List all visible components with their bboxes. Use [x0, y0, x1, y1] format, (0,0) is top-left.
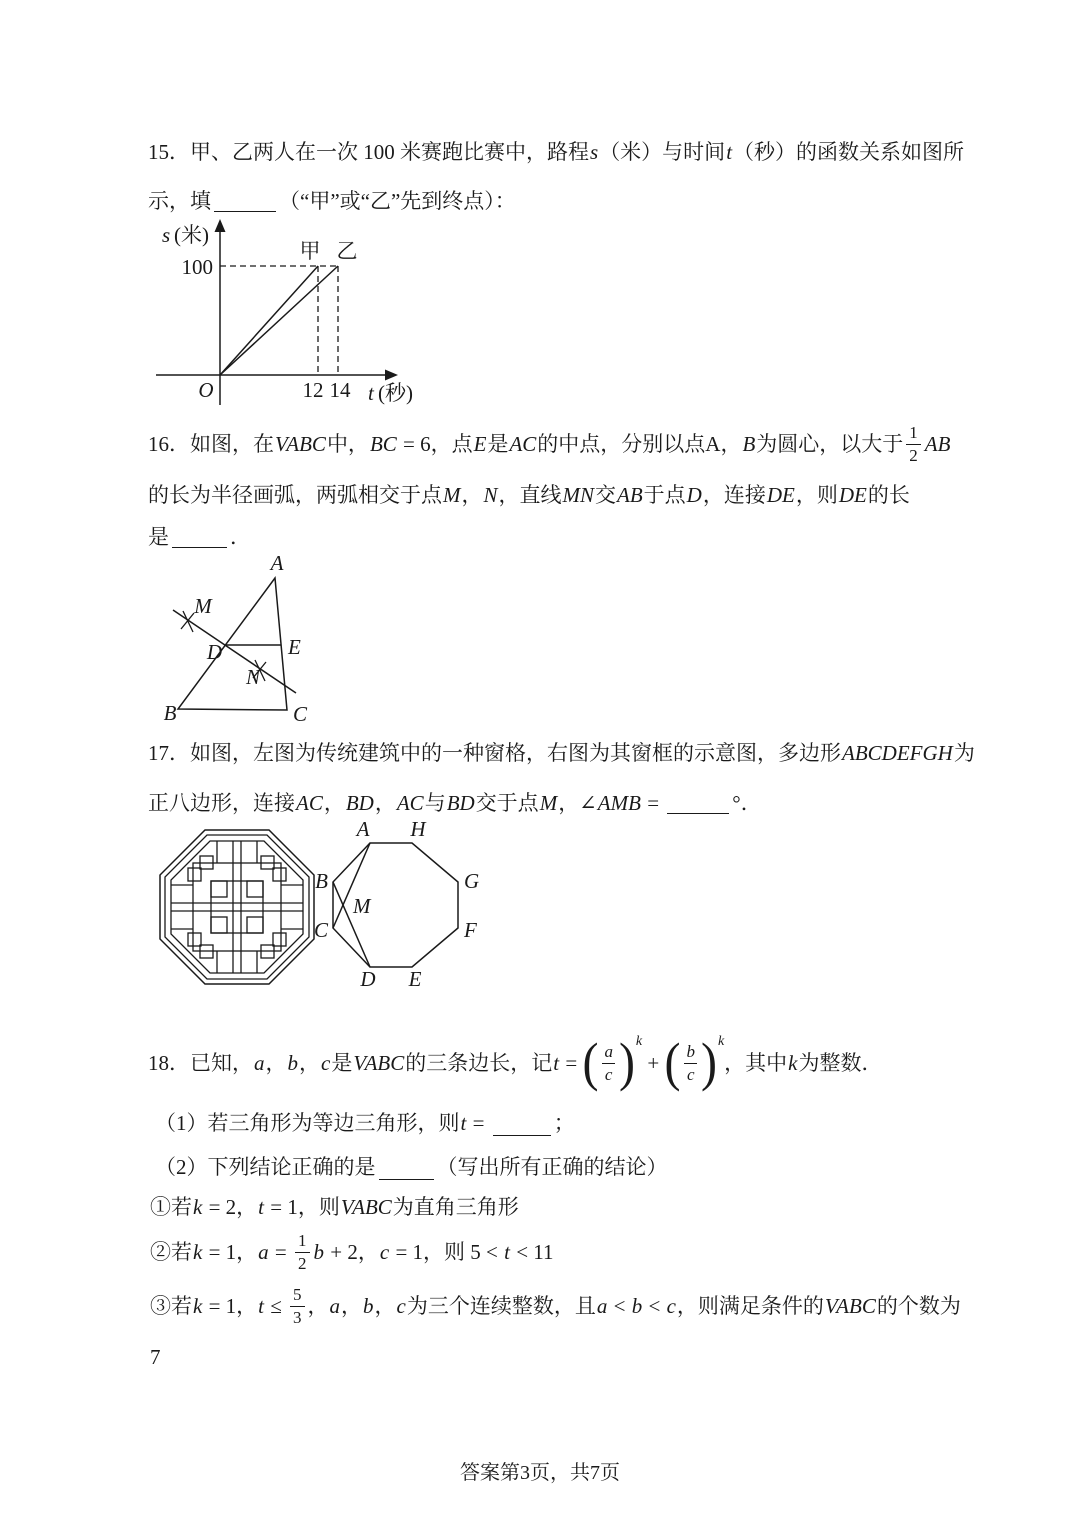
text-run: ， — [374, 1293, 396, 1318]
origin-label: O — [198, 378, 214, 402]
math-run: t — [553, 1050, 560, 1075]
text-run: < — [643, 1293, 666, 1318]
math-run: k — [193, 1239, 203, 1264]
tick-12: 12 — [302, 378, 324, 402]
x-axis-arrow-icon — [385, 370, 398, 381]
text-run: = 1， — [203, 1239, 258, 1264]
question-16-line-3 — [148, 522, 251, 552]
text-run: （秒）的函数关系如图所 — [733, 139, 965, 164]
math-run: k — [193, 1194, 203, 1219]
math-run: AMB — [597, 790, 641, 815]
text-run: ， — [341, 1293, 363, 1318]
text-run: 的三条边长，记 — [405, 1050, 553, 1075]
tick-100: 100 — [181, 255, 213, 279]
text-run: 正八边形，连接 — [148, 790, 295, 815]
fraction-numerator: 1 — [298, 1231, 307, 1251]
fraction — [290, 1284, 305, 1328]
text-run: + 2， — [325, 1239, 379, 1264]
x-axis-label-var: t — [368, 381, 374, 405]
math-run: b — [287, 1050, 298, 1075]
text-run: 的长为半径画弧，两弧相交于点 — [148, 482, 442, 507]
text-run: （1）若三角形为等边三角形，则 — [155, 1110, 460, 1135]
text-run: ， — [461, 482, 483, 507]
text-run: 的长 — [867, 482, 910, 507]
fraction — [906, 422, 921, 466]
math-run: AC — [396, 790, 424, 815]
octagon-label-a: A — [356, 817, 370, 841]
text-run: 17．如图，左图为传统建筑中的一种窗格，右图为其窗框的示意图，多边形 — [148, 740, 841, 765]
point-label-d: D — [206, 640, 222, 664]
math-run: t — [460, 1110, 467, 1135]
text-run: 交于点 — [475, 790, 539, 815]
text-run: ， — [374, 790, 396, 815]
math-run: M — [539, 790, 558, 815]
runner-jia-line — [220, 266, 318, 375]
octagon-label-b: B — [315, 869, 328, 893]
text-run: = — [467, 1110, 490, 1135]
math-run: AC — [509, 431, 537, 456]
lattice-octagon-inner — [171, 841, 303, 973]
text-run: ②若 — [150, 1239, 192, 1264]
octagon-label-c: C — [313, 918, 328, 942]
big-paren: ( — [582, 1033, 599, 1093]
question-17-line-1 — [148, 738, 975, 768]
math-run: c — [666, 1293, 676, 1318]
point-label-e: E — [288, 635, 301, 659]
text-run: ， — [265, 1050, 287, 1075]
text-run: 是 — [487, 431, 509, 456]
fraction-denominator: c — [684, 1063, 698, 1085]
vertex-label-b: B — [163, 701, 177, 725]
math-run: k — [788, 1050, 798, 1075]
text-run: = — [560, 1050, 583, 1075]
text-run: 的中点，分别以点A， — [537, 431, 742, 456]
fraction — [295, 1230, 310, 1274]
window-lattice — [160, 830, 314, 984]
text-run: < 11 — [510, 1239, 554, 1264]
text-run: ①若 — [150, 1194, 192, 1219]
text-run: = — [269, 1239, 293, 1264]
question-18-item-3 — [150, 1276, 961, 1336]
text-run: 示，填 — [148, 188, 211, 213]
text-run: = 2， — [203, 1194, 258, 1219]
arc-mark-m-1 — [183, 611, 193, 632]
math-run: BD — [345, 790, 374, 815]
text-run: ， — [323, 790, 345, 815]
fraction-numerator: 1 — [909, 423, 918, 443]
text-run: ≤ — [265, 1293, 288, 1318]
text-run: ，∠ — [558, 790, 597, 815]
vertex-label-c: C — [293, 702, 308, 726]
octagon-label-d: D — [360, 967, 376, 991]
math-run: AC — [296, 790, 323, 815]
math-run: t — [258, 1194, 265, 1219]
octagon-label-m: M — [353, 894, 371, 918]
fraction-denominator: c — [602, 1063, 616, 1085]
math-run: b — [631, 1293, 643, 1318]
octagon-diagram — [314, 817, 479, 991]
fill-in-blank — [214, 190, 276, 212]
math-run: c — [379, 1239, 390, 1264]
question-16-line-1 — [148, 418, 951, 470]
label-jia: 甲 — [299, 239, 321, 263]
math-run: VABC — [275, 431, 326, 456]
lattice-octagon-outer — [160, 830, 314, 984]
arc-mark-m-2 — [181, 613, 194, 629]
octagon-outline — [333, 843, 458, 967]
math-run: VABC — [824, 1293, 876, 1318]
text-run: （米）与时间 — [599, 139, 726, 164]
superscript: k — [635, 1034, 643, 1049]
question-18-main — [148, 1026, 883, 1100]
octagon-label-h: H — [410, 817, 426, 841]
text-run: 是 — [331, 1050, 353, 1075]
fraction-numerator: a — [604, 1042, 613, 1062]
math-run: a — [254, 1050, 265, 1075]
math-run: k — [193, 1293, 203, 1318]
question-18-part-2 — [155, 1150, 668, 1184]
text-run: = 1，则 5 < — [390, 1239, 504, 1264]
text-run: = 1，则 — [265, 1194, 340, 1219]
text-run: （“甲”或“乙”先到终点）： — [279, 188, 516, 213]
math-run: D — [686, 482, 702, 507]
vertex-label-a: A — [270, 551, 284, 575]
text-run: 中， — [326, 431, 369, 456]
text-run: 是 — [148, 524, 169, 549]
math-run: a — [258, 1239, 269, 1264]
text-run: ； — [553, 1110, 575, 1135]
math-run: M — [443, 482, 461, 507]
question-18-item-1 — [150, 1190, 519, 1224]
math-run: BC — [369, 431, 397, 456]
math-run: s — [590, 139, 599, 164]
fill-in-blank — [172, 526, 227, 548]
text-run: ， — [299, 1050, 320, 1075]
fraction-numerator: b — [686, 1042, 695, 1062]
fraction-denominator: 3 — [290, 1306, 305, 1328]
question-17-line-2 — [148, 788, 762, 818]
text-run: 为圆心，以大于 — [756, 431, 904, 456]
math-run: DE — [838, 482, 867, 507]
text-run: （2）下列结论正确的是 — [155, 1154, 376, 1179]
octagon-label-f: F — [464, 918, 477, 942]
text-run: 交 — [595, 482, 617, 507]
question-15-line-1 — [148, 137, 964, 167]
figure-window-and-octagon — [150, 818, 500, 1013]
superscript: k — [717, 1034, 725, 1049]
question-18-item-2 — [150, 1222, 554, 1282]
math-run: VABC — [353, 1050, 405, 1075]
text-run: = 1， — [203, 1293, 258, 1318]
line-mn — [173, 610, 296, 693]
fill-in-blank — [493, 1114, 551, 1136]
fraction-numerator: 5 — [293, 1285, 302, 1305]
fraction-denominator: 2 — [906, 444, 921, 466]
math-run: t — [504, 1239, 510, 1264]
point-label-m: M — [194, 594, 212, 618]
big-paren: ) — [618, 1033, 635, 1093]
text-run: + — [642, 1050, 665, 1075]
text-run: ，则 — [795, 482, 838, 507]
lattice-octagon-middle — [165, 835, 309, 979]
text-run: ，则满足条件的 — [676, 1293, 824, 1318]
math-run: t — [258, 1293, 265, 1318]
math-run: c — [321, 1050, 331, 1075]
math-run: VABC — [340, 1194, 392, 1219]
tick-14: 14 — [329, 378, 351, 402]
y-axis-arrow-icon — [215, 219, 226, 232]
text-run: 与 — [424, 790, 446, 815]
question-18-part-1 — [155, 1106, 575, 1140]
math-run: ABCDEFGH — [842, 740, 953, 765]
figure-triangle-construction — [148, 550, 323, 735]
text-run: 为 — [953, 740, 975, 765]
question-16-line-2 — [148, 480, 910, 510]
math-run: E — [473, 431, 487, 456]
big-paren: ( — [664, 1033, 681, 1093]
math-run: B — [742, 431, 756, 456]
page-footer: 答案第3页，共7页 — [460, 1462, 620, 1484]
math-run: a — [596, 1293, 608, 1318]
text-run: 为整数． — [798, 1050, 883, 1075]
fraction-denominator: 2 — [295, 1252, 310, 1274]
math-run: N — [483, 482, 498, 507]
x-axis-label-unit: (秒) — [378, 381, 413, 405]
question-18-item-3-overflow — [150, 1342, 161, 1372]
runner-yi-line — [220, 266, 338, 375]
text-run: 18．已知， — [148, 1050, 253, 1075]
math-run: c — [396, 1293, 406, 1318]
text-run: ，直线 — [498, 482, 562, 507]
text-run: °． — [732, 790, 762, 815]
math-run: DE — [766, 482, 795, 507]
text-run: 7 — [150, 1344, 161, 1369]
math-run: a — [329, 1293, 341, 1318]
text-run: ． — [230, 524, 251, 549]
text-run: 的个数为 — [876, 1293, 961, 1318]
y-axis-label-var: s — [162, 223, 171, 247]
text-run: = 6，点 — [397, 431, 473, 456]
fill-in-blank — [667, 792, 729, 814]
math-run: BD — [446, 790, 475, 815]
text-run: 16．如图，在 — [148, 431, 274, 456]
text-run: 为三个连续整数，且 — [406, 1293, 596, 1318]
text-run: 为直角三角形 — [392, 1194, 519, 1219]
fraction — [683, 1041, 698, 1085]
text-run: （写出所有正确的结论） — [436, 1154, 668, 1179]
fraction — [601, 1041, 616, 1085]
text-run: ③若 — [150, 1293, 192, 1318]
fill-in-blank — [379, 1158, 434, 1180]
point-label-n: N — [245, 665, 261, 689]
octagon-label-g: G — [464, 869, 480, 893]
text-run: ，连接 — [702, 482, 766, 507]
text-run: 15．甲、乙两人在一次 100 米赛跑比赛中，路程 — [148, 139, 589, 164]
big-paren: ) — [700, 1033, 717, 1093]
question-15-line-2 — [148, 186, 516, 216]
y-axis-label-unit: (米) — [174, 223, 209, 247]
text-run: ， — [307, 1293, 329, 1318]
math-run: b — [313, 1239, 325, 1264]
math-run: AB — [617, 482, 643, 507]
math-run: b — [363, 1293, 374, 1318]
text-run: < — [608, 1293, 631, 1318]
text-run: ，其中 — [724, 1050, 788, 1075]
text-run: 于点 — [643, 482, 686, 507]
octagon-label-e: E — [408, 967, 422, 991]
math-run: AB — [924, 431, 951, 456]
figure-race-graph — [150, 218, 440, 413]
text-run: = — [641, 790, 665, 815]
math-run: t — [726, 139, 733, 164]
label-yi: 乙 — [336, 239, 358, 263]
math-run: MN — [562, 482, 595, 507]
